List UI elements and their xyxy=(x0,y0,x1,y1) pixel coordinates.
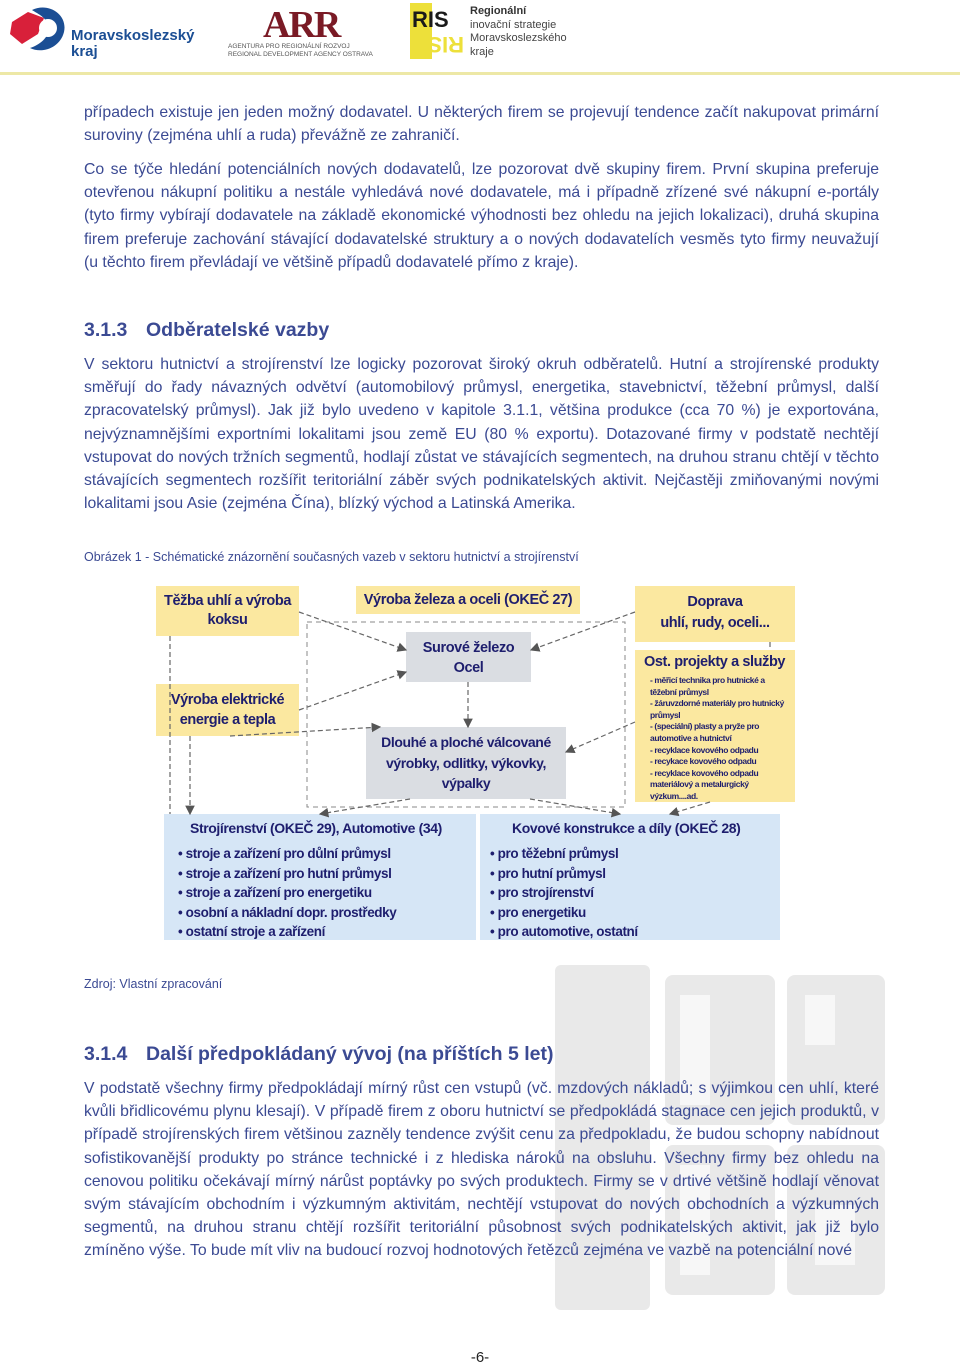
heading-title: Další předpokládaný vývoj (na příštích 5 let) xyxy=(146,1043,554,1065)
diagram-list-item: - žáruvzdorné materiály pro hutnický xyxy=(650,698,784,709)
mining-label: Těžba uhlí a výroba koksu xyxy=(164,593,291,628)
heading-number: 3.1.4 xyxy=(84,1043,128,1065)
diagram-list-item: • pro energetiku xyxy=(490,904,586,920)
diagram-list-item: • pro automotive, ostatní xyxy=(490,924,638,939)
diagram-list-item: • stroje a zařízení pro energetiku xyxy=(178,885,372,900)
diagram-list-item: - recyklace kovového odpadu xyxy=(650,744,759,755)
diagram-list-item: výzkum....ad. xyxy=(650,790,698,801)
ris-logo-text: Regionální inovační strategie Moravskoslezského kraje xyxy=(470,5,567,58)
paragraph-suppliers-intro: případech existuje jen jeden možný dodavatel. U některých firem se projevují tendence začít nakupovat primární suroviny (zejména uhlí a ruda) převážně ze zahraničí. xyxy=(84,104,879,145)
figure-source: Zdroj: Vlastní zpracování xyxy=(84,977,223,991)
diagram-list-item: - měřicí technika pro hutnické a xyxy=(650,675,765,685)
diagram-list-item: automotive a hutnictví xyxy=(650,732,732,743)
diagram-list-item: průmysl xyxy=(650,709,681,720)
msk-emblem-icon xyxy=(8,4,70,62)
transport-label: Doprava uhlí, rudy, oceli... xyxy=(660,594,770,631)
diagram-list-item: • stroje a zařízení pro důlní průmysl xyxy=(178,846,391,861)
svg-text:RIS: RIS xyxy=(427,32,464,57)
steel-label: Výroba železa a oceli (OKEČ 27) xyxy=(363,592,573,608)
page-header xyxy=(0,0,960,76)
diagram-list-item: - recykace kovového odpadu xyxy=(650,756,757,767)
engineering-list xyxy=(178,844,474,942)
ris-emblem-icon xyxy=(410,3,466,59)
header-divider xyxy=(0,72,960,75)
diagram-list-item: - (speciální) plasty a pryže pro xyxy=(650,721,760,732)
arr-logo-subtitle: AGENTURA PRO REGIONÁLNÍ ROZVOJ REGIONAL DEVELOPMENT AGENCY OSTRAVA xyxy=(228,43,373,58)
services-title: Ost. projekty a služby xyxy=(644,654,786,670)
diagram-list-item: • pro těžební průmysl xyxy=(490,846,619,861)
paragraph-customers: V sektoru hutnictví a strojírenství lze logicky pozorovat široký okruh odběratelů. Hutní a strojírenské produkty směřují do řady návazných odvětví (automobilový průmysl, energetika, stavebnictví, těžební průmysl, další zpracovatelský průmysl). Jak již bylo uvedeno v kapitole 3.1.1, většina produkce (cca 70 %) je exportována, nejvýznamnějšími exportními lokalitami jsou země EU (80 % exportu). Dotazované firmy v podstatě nechtějí vstupovat do nových tržních segmentů, hodlají zůstat ve stávajících segmentech, na druhou stranu chtějí v těchto stávajících segmentech rozšířit teritoriální záběr svých podnikatelských aktivit. Nejčastěji zmiňovanými novými lokalitami jsou Asie (zejména Čína), blízký východ a Latinská Amerika. xyxy=(84,356,879,513)
energy-label: Výroba elektrické energie a tepla xyxy=(170,692,285,728)
paragraph-supplier-groups: Co se týče hledání potenciálních nových dodavatelů, lze pozorovat dvě skupiny firem. První skupina preferuje otevřenou nákupní politiku a nestále vyhledává nové dodavatele, má i případně zřízené své nákupní e-portály (tyto firmy vybírají dodavatele na základě ekonomické výhodnosti bez ohledu na jejich lokalizaci), druhá skupina firem preferuje zachování stávající dodavatelské struktury a o nových dodavatelích vesměs tyto firmy neuvažují (u těchto firem převládají ve většině případů dodavatelé přímo z kraje). xyxy=(84,161,879,271)
figure-caption: Obrázek 1 - Schématické znázornění současných vazeb v sektoru hutnictví a strojírenství xyxy=(84,550,579,564)
diagram-list-item: • ostatní stroje a zařízení xyxy=(178,924,325,939)
arr-agency-logo xyxy=(228,3,373,61)
relations-diagram xyxy=(150,582,800,944)
heading-title: Odběratelské vazby xyxy=(146,319,330,341)
msk-logo-text: Moravskoslezský kraj xyxy=(71,27,195,60)
heading-3-1-3 xyxy=(84,319,329,342)
paragraph-future-development: V podstatě všechny firmy předpokládají mírný růst cen vstupů (vč. mzdových nákladů; s výjimkou cen uhlí, které kvůli břidlicovému plynu klesají). V případě firem z oboru hutnictví se předpokládá stagnace cen jejich produktů, v případě strojírenských firem většinou zazněly tendence zvýšit cenu za předpokladu, že budou schopny nabídnout sofistikovanější produkty po stránce technické i z hlediska nároků na obsluhu. Všechny firmy bez ohledu na cenovou politiku očekávají mírný nárůst poptávky po svých produktech. Firmy se v drtivé většině hodlají věnovat svým stávajícím obchodním i výzkumným aktivitám, nechtějí vstupovat do nových obchodních a výzkumných segmentů, na druhou stranu chtějí rozšířit teritoriální působnost svých podnikatelských aktivit, jak již bylo zmíněno výše. To bude mít vliv na budoucí rozvoj hodnotových řetězců zejména ve vazbě na potenciální nové xyxy=(84,1080,879,1260)
raw-steel-label: Surové železo Ocel xyxy=(422,640,515,676)
heading-number: 3.1.3 xyxy=(84,319,128,341)
structures-list xyxy=(490,844,778,942)
diagram-list-item: • pro strojírenství xyxy=(490,885,594,900)
arr-logo-mark: ARR xyxy=(263,4,340,46)
svg-text:RIS: RIS xyxy=(412,7,449,32)
diagram-list-item: - recyklace kovového odpadu xyxy=(650,767,759,778)
diagram-list-item: • stroje a zařízení pro hutní průmysl xyxy=(178,865,392,881)
rolled-products-label: Dlouhé a ploché válcované výrobky, odlitky, výkovky, výpalky xyxy=(381,734,551,791)
diagram-list-item: materiálový a metalurgický xyxy=(650,779,749,790)
page-number: -6- xyxy=(470,1349,490,1366)
heading-3-1-4 xyxy=(84,1043,553,1066)
diagram-list-item: těžební průmysl xyxy=(650,686,709,697)
structures-title: Kovové konstrukce a díly (OKEČ 28) xyxy=(512,820,741,836)
ris-logo xyxy=(410,3,580,61)
engineering-title: Strojírenství (OKEČ 29), Automotive (34) xyxy=(190,820,442,836)
diagram-list-item: • pro hutní průmysl xyxy=(490,865,606,881)
moravskoslezsky-kraj-logo xyxy=(8,4,193,62)
services-list xyxy=(650,675,792,803)
diagram-list-item: • osobní a nákladní dopr. prostředky xyxy=(178,904,397,920)
